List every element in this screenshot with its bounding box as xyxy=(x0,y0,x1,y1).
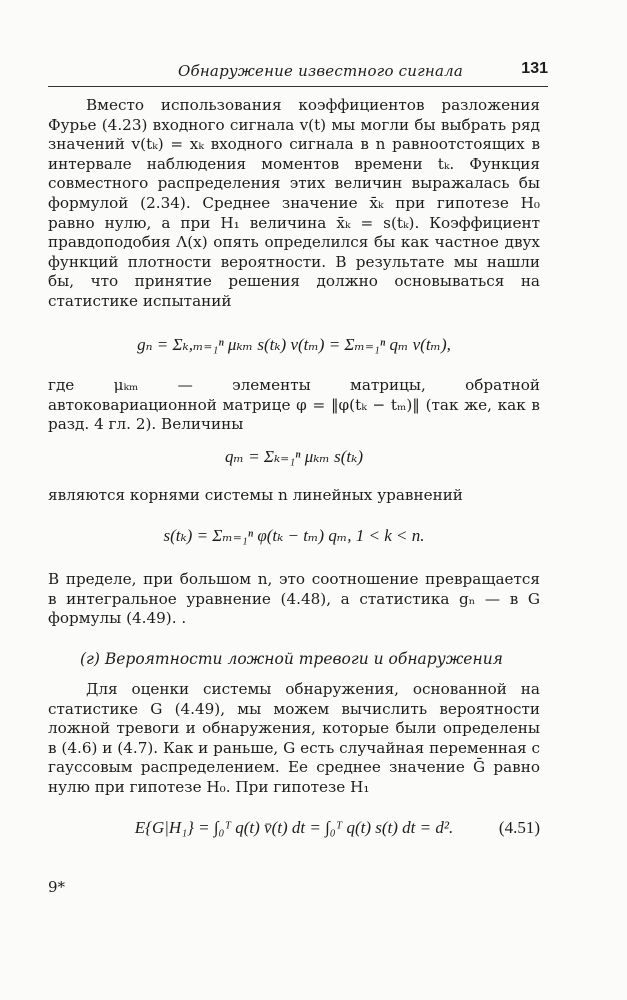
paragraph-integral-limit: В пределе, при большом n, это соотношение превращается в интегральное уравнение (4.48), а статистика gₙ — в G формулы (4.49). . xyxy=(48,570,540,628)
formula-linear-equations: s(tₖ) = Σₘ₌₁ⁿ φ(tₖ − tₘ) qₘ, 1 < k < n. xyxy=(163,526,425,545)
signature-mark: 9* xyxy=(48,878,66,896)
paragraph-detection-evaluation: Для оценки системы обнаружения, основанной на статистике G (4.49), мы можем вычислить вероятности ложной тревоги и обнаружения, которые были определены в (4.6) и (4.7). Как и раньше, G есть случайная переменная с гауссовым распределением. Ее среднее значение Ḡ равно нулю при гипотезе H₀. При гипотезе H₁ xyxy=(48,680,540,796)
section-heading: (г) Вероятности ложной тревоги и обнаружения xyxy=(80,650,503,668)
header-rule xyxy=(48,86,548,87)
formula-expected-g xyxy=(48,818,540,838)
formula-statistic-gn: gₙ = Σₖ,ₘ₌₁ⁿ μₖₘ s(tₖ) v(tₘ) = Σₘ₌₁ⁿ qₘ v(tₘ), xyxy=(137,335,451,354)
paragraph-linear-system: являются корнями системы n линейных уравнений xyxy=(48,486,463,504)
page-header xyxy=(48,58,548,88)
equation-number: (4.51) xyxy=(498,818,540,837)
running-title: Обнаружение известного сигнала xyxy=(178,62,464,80)
paragraph-matrix-elements: где μₖₘ — элементы матрицы, обратной автоковариационной матрице φ = ‖φ(tₖ − tₘ)‖ (так же, как в разд. 4 гл. 2). Величины xyxy=(48,376,540,434)
paragraph-fourier-alternative: Вместо использования коэффициентов разложения Фурье (4.23) входного сигнала v(t) мы могли бы выбрать ряд значений v(tₖ) = xₖ входного сигнала в n равноотстоящих в интервале наблюдения моментов времени tₖ. Функция совместного распределения этих величин выражалась бы формулой (2.34). Среднее значение x̄ₖ при гипотезе H₀ равно нулю, а при H₁ величина x̄ₖ = s(tₖ). Коэффициент правдоподобия Λ(x) опять определился бы как частное двух функций плотности вероятности. В результате мы нашли бы, что принятие решения должно основываться на статистике испытаний xyxy=(48,96,540,310)
formula-expected-g-body: E{G|H₁} = ∫₀ᵀ q(t) v̄(t) dt = ∫₀ᵀ q(t) s(t) dt = d². xyxy=(134,818,454,837)
page-number: 131 xyxy=(521,60,548,77)
formula-qm: qₘ = Σₖ₌₁ⁿ μₖₘ s(tₖ) xyxy=(225,447,363,466)
